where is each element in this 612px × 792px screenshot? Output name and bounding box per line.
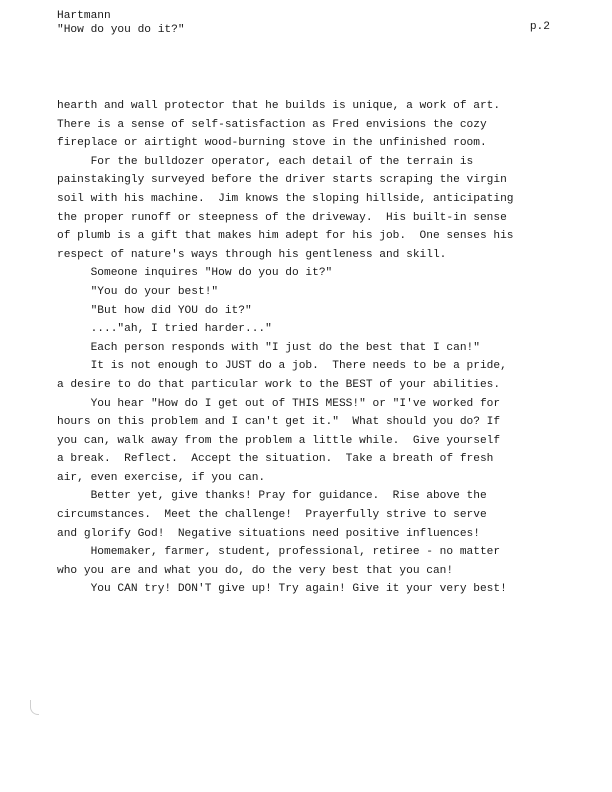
- text-line: For the bulldozer operator, each detail of the terrain is: [57, 155, 474, 168]
- text-line: a desire to do that particular work to the BEST of your abilities.: [57, 378, 501, 391]
- page-header: [57, 10, 557, 37]
- text-line: you can, walk away from the problem a little while. Give yourself: [57, 434, 501, 447]
- text-line: who you are and what you do, do the very best that you can!: [57, 564, 454, 577]
- text-line: There is a sense of self-satisfaction as Fred envisions the cozy: [57, 118, 487, 131]
- text-line: Homemaker, farmer, student, professional, retiree - no matter: [57, 546, 501, 559]
- document-title: "How do you do it?": [57, 23, 185, 36]
- text-line: It is not enough to JUST do a job. There needs to be a pride,: [57, 360, 507, 373]
- text-line: ...."ah, I tried harder...": [57, 323, 272, 336]
- author-name: Hartmann: [57, 10, 111, 22]
- text-line: You hear "How do I get out of THIS MESS!" or "I've worked for: [57, 397, 501, 410]
- body-text: [57, 97, 577, 599]
- text-line: soil with his machine. Jim knows the sloping hillside, anticipating: [57, 192, 514, 205]
- text-line: and glorify God! Negative situations need positive influences!: [57, 527, 480, 540]
- text-line: Better yet, give thanks! Pray for guidance. Rise above the: [57, 490, 487, 503]
- text-line: of plumb is a gift that makes him adept for his job. One senses his: [57, 230, 514, 243]
- text-line: respect of nature's ways through his gentleness and skill.: [57, 248, 447, 261]
- text-line: circumstances. Meet the challenge! Prayerfully strive to serve: [57, 509, 487, 522]
- scan-mark: [30, 700, 39, 715]
- text-line: Each person responds with "I just do the best that I can!": [57, 341, 480, 354]
- text-line: "But how did YOU do it?": [57, 304, 252, 317]
- page-number: p.2: [529, 21, 550, 33]
- text-line: air, even exercise, if you can.: [57, 471, 266, 484]
- text-line: Someone inquires "How do you do it?": [57, 267, 333, 280]
- text-line: a break. Reflect. Accept the situation. Take a breath of fresh: [57, 453, 494, 466]
- text-line: fireplace or airtight wood-burning stove in the unfinished room.: [57, 137, 487, 150]
- text-line: hours on this problem and I can't get it." What should you do? If: [57, 416, 501, 429]
- text-line: You CAN try! DON'T give up! Try again! Give it your very best!: [57, 583, 507, 596]
- text-line: hearth and wall protector that he builds is unique, a work of art.: [57, 100, 501, 112]
- text-line: "You do your best!": [57, 285, 219, 298]
- text-line: painstakingly surveyed before the driver starts scraping the virgin: [57, 174, 507, 187]
- text-line: the proper runoff or steepness of the driveway. His built-in sense: [57, 211, 507, 224]
